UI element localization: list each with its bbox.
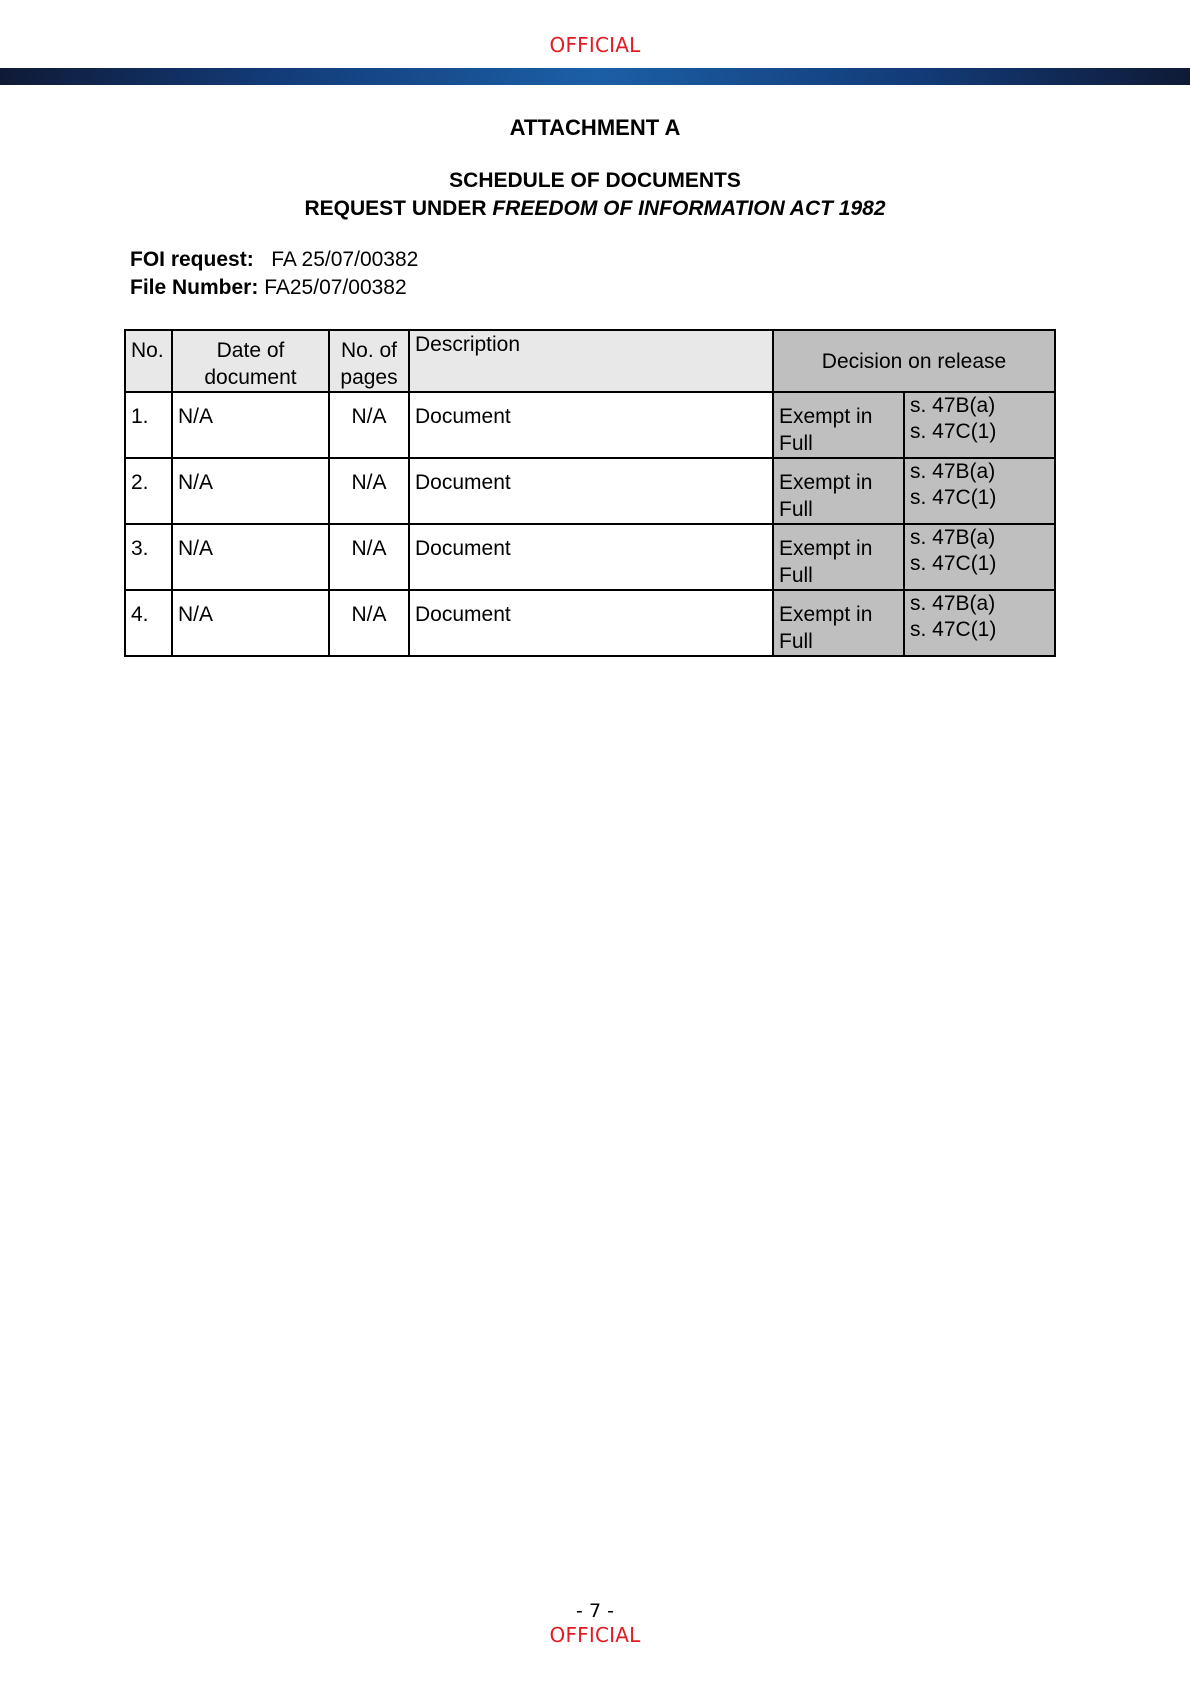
table-row xyxy=(125,392,1055,458)
row-no: 1. xyxy=(125,392,172,458)
exemption-section: s. 47C(1) xyxy=(910,552,997,575)
row-date: N/A xyxy=(172,590,329,656)
row-no: 4. xyxy=(125,590,172,656)
exemption-section: s. 47C(1) xyxy=(910,618,997,641)
row-decision: Exempt in Full xyxy=(773,458,904,524)
row-pages: N/A xyxy=(329,392,409,458)
row-description: Document xyxy=(409,458,773,524)
row-description: Document xyxy=(409,392,773,458)
row-description: Document xyxy=(409,590,773,656)
table-header-row xyxy=(125,330,1055,392)
header-date: Date of document xyxy=(172,330,329,392)
foi-request-line xyxy=(130,246,418,274)
header-no: No. xyxy=(125,330,172,392)
exemption-section: s. 47B(a) xyxy=(910,394,996,417)
attachment-title: ATTACHMENT A xyxy=(509,115,681,140)
schedule-title-block xyxy=(0,167,1190,223)
row-decision: Exempt in Full xyxy=(773,590,904,656)
file-number-label: File Number: xyxy=(130,276,259,299)
row-description: Document xyxy=(409,524,773,590)
request-metadata xyxy=(130,246,418,302)
exemption-section: s. 47B(a) xyxy=(910,526,996,549)
exemption-section: s. 47B(a) xyxy=(910,460,996,483)
table-row xyxy=(125,458,1055,524)
table-row xyxy=(125,590,1055,656)
row-date: N/A xyxy=(172,458,329,524)
row-date: N/A xyxy=(172,392,329,458)
row-pages: N/A xyxy=(329,458,409,524)
row-decision: Exempt in Full xyxy=(773,524,904,590)
row-exemption-sections xyxy=(904,458,1055,524)
request-title xyxy=(0,195,1190,223)
header-banner xyxy=(0,68,1190,85)
classification-marking-top: OFFICIAL xyxy=(549,33,641,57)
classification-marking-bottom: OFFICIAL xyxy=(549,1623,641,1647)
row-exemption-sections xyxy=(904,392,1055,458)
row-no: 3. xyxy=(125,524,172,590)
request-act: FREEDOM OF INFORMATION ACT 1982 xyxy=(492,197,886,220)
row-exemption-sections xyxy=(904,524,1055,590)
request-prefix: REQUEST UNDER xyxy=(304,197,493,220)
foi-request-value: FA 25/07/00382 xyxy=(271,248,419,271)
page-number: - 7 - xyxy=(576,1600,614,1622)
row-date: N/A xyxy=(172,524,329,590)
exemption-section: s. 47B(a) xyxy=(910,592,996,615)
row-exemption-sections xyxy=(904,590,1055,656)
schedule-table xyxy=(124,329,1056,657)
foi-request-label: FOI request: xyxy=(130,248,254,271)
schedule-title: SCHEDULE OF DOCUMENTS xyxy=(449,169,741,192)
header-decision: Decision on release xyxy=(773,330,1055,392)
row-decision: Exempt in Full xyxy=(773,392,904,458)
exemption-section: s. 47C(1) xyxy=(910,486,997,509)
file-number-value: FA25/07/00382 xyxy=(264,276,407,299)
table-row xyxy=(125,524,1055,590)
header-description: Description xyxy=(409,330,773,392)
row-no: 2. xyxy=(125,458,172,524)
row-pages: N/A xyxy=(329,524,409,590)
file-number-line xyxy=(130,274,418,302)
row-pages: N/A xyxy=(329,590,409,656)
header-pages: No. of pages xyxy=(329,330,409,392)
exemption-section: s. 47C(1) xyxy=(910,420,997,443)
